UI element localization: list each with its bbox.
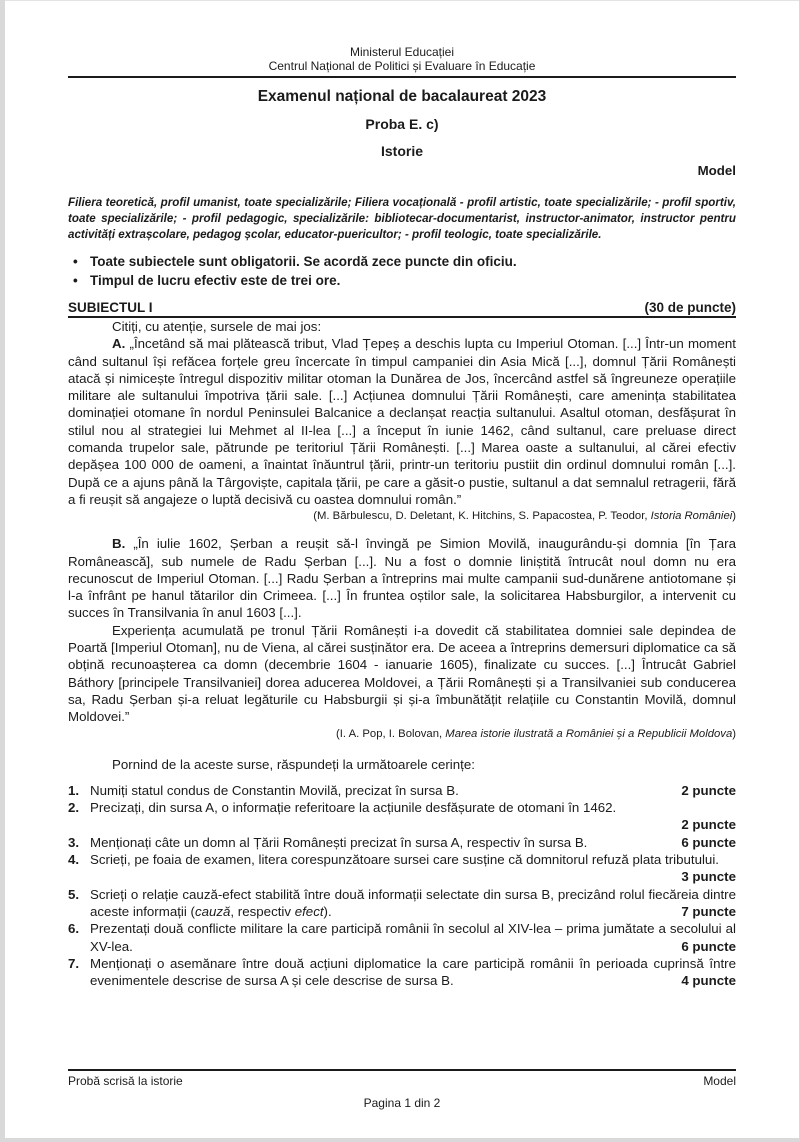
instruction-text: Timpul de lucru efectiv este de trei ore. <box>90 273 341 288</box>
question-body <box>90 799 736 834</box>
question-points: 2 puncte <box>681 817 736 833</box>
question-body <box>90 834 736 851</box>
question-text: Menționați o asemănare între două acțiuni diplomatice la care participă românii în perioada cuprinsă între evenimentele descrise de sursa A și cele descrise de sursa B. <box>90 955 736 989</box>
question-text-part: ). <box>323 903 332 919</box>
question-number: 3. <box>68 834 80 850</box>
question-text: Scrieți, pe foaia de examen, litera corespunzătoare sursei care susține că domnitorul refuză plata tributului. <box>90 852 719 868</box>
exam-title: Examenul național de bacalaureat 2023 <box>257 88 547 105</box>
question-number: 4. <box>68 852 80 868</box>
question-body <box>90 886 736 921</box>
source-b-paragraph-2: Experiența acumulată pe tronul Țării Românești i-a dovedit că stabilitatea domniei sale depindea de Poartă [Imperiul Otoman], nu de Viena, al cărei susținător era. De aceea a întreprins demersuri diplomatice ca să obțină recunoașterea ca domn (decembrie 1604 - ianuarie 1605), finalizate cu succes. [...] Întrucât Gabriel Báthory [principele Transilvaniei] dorea aducerea Moldovei, a Țării Românești și a Transilvaniei sub conducerea sa, Radu Șerban și-a reluat legăturile cu Habsburgii și și-a îmbunătățit relațiile cu Constantin Movilă, domnul Moldovei.” <box>68 622 736 725</box>
page-number: Pagina 1 din 2 <box>363 1096 441 1110</box>
footer-row <box>68 1071 736 1088</box>
section-body <box>68 318 736 989</box>
question-item <box>68 782 736 799</box>
question-item <box>68 799 736 834</box>
section-header <box>68 300 736 318</box>
question-body <box>90 955 736 990</box>
center-name: Centrul Național de Politici și Evaluare în Educație <box>268 59 536 73</box>
question-points: 6 puncte <box>681 938 736 954</box>
question-number: 1. <box>68 782 80 798</box>
question-body <box>90 782 736 799</box>
source-a-label: A. <box>112 336 126 352</box>
instruction-bullet <box>68 271 736 290</box>
question-item <box>68 851 736 886</box>
question-item <box>68 920 736 955</box>
citation-authors: (M. Bărbulescu, D. Deletant, K. Hitchins, S. Papacostea, P. Teodor, <box>313 510 651 523</box>
question-item <box>68 886 736 921</box>
variant-label: Model <box>697 163 736 178</box>
source-b-label: B. <box>112 536 126 552</box>
question-points: 3 puncte <box>681 869 736 885</box>
question-text-italic: efect <box>294 903 324 919</box>
question-points: 6 puncte <box>681 834 736 850</box>
question-points: 7 puncte <box>681 903 736 919</box>
citation-book-title: Marea istorie ilustrată a României și a Republicii Moldova <box>445 727 733 740</box>
question-text: Precizați, din sursa A, o informație referitoare la acțiunile desfășurate de otomani în 1462. <box>90 800 617 816</box>
source-a-paragraph <box>68 335 736 508</box>
question-number: 6. <box>68 921 80 937</box>
instructions-list <box>68 252 736 290</box>
question-body <box>90 851 736 886</box>
question-text-part: , respectiv <box>230 903 295 919</box>
citation-close: ) <box>732 727 736 740</box>
source-b-paragraph-1 <box>68 535 736 621</box>
questions-prompt: Pornind de la aceste surse, răspundeți la următoarele cerințe: <box>112 756 475 772</box>
citation-book-title: Istoria României <box>650 510 733 523</box>
question-text: Prezentați două conflicte militare la care participă românii în secolul al XIV-lea – prima jumătate a secolului al XV-lea. <box>90 921 736 954</box>
citation-authors: (I. A. Pop, I. Bolovan, <box>336 727 446 740</box>
footer-right: Model <box>703 1074 736 1088</box>
question-text-italic: cauză <box>194 903 231 919</box>
question-item <box>68 955 736 990</box>
page-footer <box>68 1069 736 1110</box>
exam-stage: Proba E. c) <box>365 116 439 132</box>
document-header <box>68 45 736 78</box>
question-body <box>90 920 736 955</box>
question-text-part: Scrieți o relație cauză-efect stabilită între două informații selectate din sursa B, precizând rolul fiecăreia dintre aceste informații ( <box>90 886 736 919</box>
question-item <box>68 834 736 851</box>
source-a-text: „Încetând să mai plătească tribut, Vlad Țepeș a deschis lupta cu Imperiul Otoman. [...] Într-un moment când sultanul își refăcea forțele greu încercate în timpul campaniei din Asia Mică [...], domnul Țării Românești atacă și nimicește întregul dispozitiv militar otoman la Dunărea de Jos, încercând astfel să îngreuneze operațiile militare ale sultanului împotriva țării sale. [...] Acțiunea domnului Țării Românești, care amenința stabilitatea dominației otomane în nordul Peninsulei Balcanice a declanșat reacția sultanului. Asaltul otoman, desfășurat în stilul nou al strategiei lui Mehmet al II-lea [...] a început în iunie 1462, când sultanul, care preluase direct comanda trupelor sale, pătrunde pe teritoriul Țării Românești. [...] Marea oaste a sultanului, al cărei efectiv depășea 100 000 de oameni, a înaintat înăuntrul țării, printr-un teritoriu pustiit din ordinul domnului român [...]. După ce a ajuns până la Târgoviște, capitala țării, pe care a găsit-o pustie, sultanul a dat semnalul retragerii, fără a fi reușit să angajeze o luptă decisivă cu oastea domnului român.” <box>68 336 736 507</box>
question-text: Menționați câte un domn al Țării Românești precizat în sursa A, respectiv în sursa B. <box>90 834 588 850</box>
instruction-text: Toate subiectele sunt obligatorii. Se acordă zece puncte din oficiu. <box>90 254 517 269</box>
section-title: SUBIECTUL I <box>68 300 153 315</box>
footer-left: Probă scrisă la istorie <box>68 1074 183 1088</box>
question-points: 2 puncte <box>681 782 736 798</box>
question-number: 7. <box>68 955 80 971</box>
bullet-icon: • <box>73 273 78 288</box>
instruction-bullet <box>68 252 736 271</box>
source-a-citation <box>68 509 736 523</box>
question-points: 4 puncte <box>681 973 736 989</box>
intro-line: Citiți, cu atenție, sursele de mai jos: <box>112 319 322 334</box>
section-points: (30 de puncte) <box>644 300 736 315</box>
question-text <box>90 887 736 919</box>
bullet-icon: • <box>73 254 78 269</box>
ministry-name: Ministerul Educației <box>349 45 455 59</box>
eligibility-note: Filiera teoretică, profil umanist, toate specializările; Filiera vocațională - profil artistic, toate specializările; - profil sportiv, toate specializările; - profil pedagogic, specializările: bibliotecar-documentarist, instructor-animator, instructor pentru activități extrașcolare, pedagog școlar, educator-puericultor; - profil teologic, toate specializările. <box>68 196 736 241</box>
source-b-citation <box>68 727 736 741</box>
source-b-text-1: „În iulie 1602, Șerban a reușit să-l învingă pe Simion Movilă, inaugurându-și domnia [în Țara Românească], sub numele de Radu Șerban [...]. Nu a fost o domnie liniștită întrucât noul domn nu era recunoscut de Imperiul Otoman. [...] Radu Șerban a întreprins mai multe campanii sud-dunărene antiotomane și l-a înfrânt pe hanul tătarilor din Crimeea. [...] În fruntea oștilor sale, la solicitarea Habsburgilor, a intervenit cu succes în Transilvania în anul 1603 [...]. <box>68 536 736 621</box>
exam-page <box>5 0 799 1138</box>
exam-subject: Istorie <box>380 143 423 159</box>
question-text: Numiți statul condus de Constantin Movilă, precizat în sursa B. <box>90 782 459 798</box>
question-number: 2. <box>68 800 80 816</box>
page-content <box>5 1 799 989</box>
spacer <box>68 523 736 535</box>
citation-close: ) <box>732 510 736 523</box>
question-number: 5. <box>68 886 80 902</box>
